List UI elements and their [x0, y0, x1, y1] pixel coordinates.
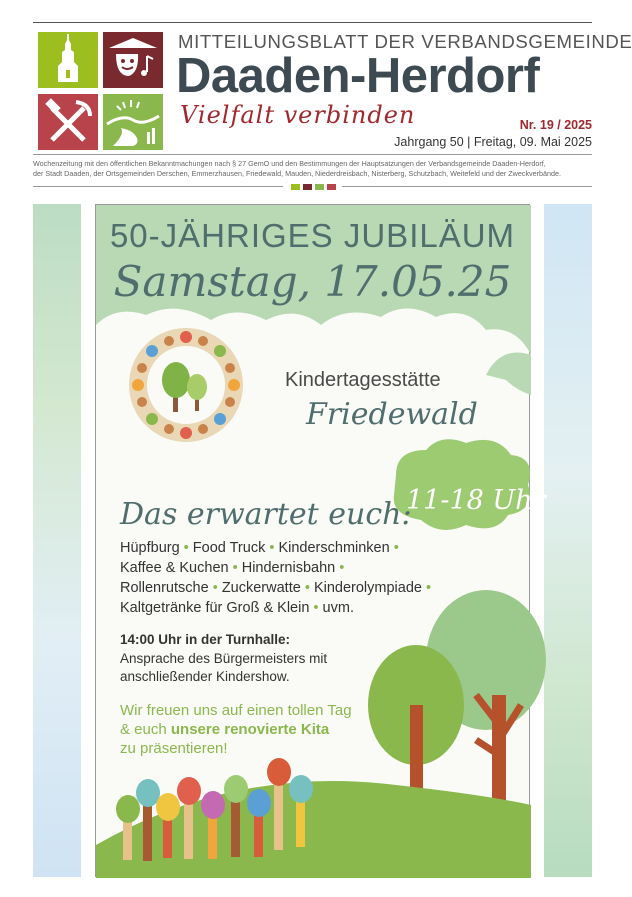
event-poster: [95, 204, 546, 877]
kita-name: Friedewald: [306, 397, 478, 432]
poster-date: Samstag, 17.05.25: [113, 257, 512, 306]
program-line-2: anschließender Kindershow.: [120, 669, 290, 684]
activity-item: Kinderschminken: [278, 540, 390, 556]
activity-line: [120, 560, 344, 576]
activity-item: uvm.: [322, 600, 354, 616]
swatch-rule-right: [342, 186, 592, 187]
program-heading: 14:00 Uhr in der Turnhalle:: [120, 632, 291, 647]
program-line-1: Ansprache des Bürgermeisters mit: [120, 651, 328, 666]
bullet-dot: •: [421, 580, 432, 596]
closing-line-2-prefix: & euch: [120, 721, 171, 738]
bullet-dot: •: [335, 560, 345, 576]
municipality-logo: [33, 30, 163, 150]
children-circle-icon: [132, 331, 240, 439]
header-kicker: MITTEILUNGSBLATT DER VERBANDSGEMEINDE: [178, 31, 632, 52]
landscape-river-icon: [103, 94, 163, 150]
hammer-pick-icon: [38, 94, 98, 150]
color-swatch: [303, 184, 312, 190]
issue-dateline: Jahrgang 50 | Freitag, 09. Mai 2025: [394, 135, 592, 149]
color-swatch: [291, 184, 300, 190]
bullet-dot: •: [265, 540, 279, 556]
expect-heading: Das erwartet euch:: [120, 497, 412, 532]
bullet-dot: •: [179, 540, 193, 556]
poster-title: 50-JÄHRIGES JUBILÄUM: [109, 217, 516, 254]
activity-line: [120, 540, 399, 556]
church-icon: [38, 32, 98, 88]
color-swatch: [327, 184, 336, 190]
bullet-dot: •: [309, 600, 323, 616]
activity-item: Kaltgetränke für Groß & Klein: [120, 600, 310, 616]
closing-line-3: zu präsentieren!: [120, 740, 228, 757]
masthead-title: Daaden-Herdorf: [176, 49, 540, 103]
closing-line-2: [120, 721, 329, 738]
activity-item: Zuckerwatte: [221, 580, 301, 596]
theater-masks-icon: [103, 32, 163, 88]
description-line-2: der Stadt Daaden, der Ortsgemeinden Derschen, Emmerzhausen, Friedewald, Mauden, Niederdreisbach, Nisterberg, Schutzbach, Weitefeld und der Zweckverbände.: [33, 169, 562, 178]
masthead-motto: Vielfalt verbinden: [180, 101, 416, 129]
bullet-dot: •: [208, 580, 222, 596]
closing-line-1: Wir freuen uns auf einen tollen Tag: [120, 702, 352, 719]
header-top-rule: [33, 22, 592, 23]
activity-item: Hüpfburg: [120, 540, 180, 556]
bullet-dot: •: [228, 560, 242, 576]
issue-number: Nr. 19 / 2025: [519, 118, 592, 132]
event-time: 11-18 Uhr: [406, 485, 546, 516]
description-line-1: Wochenzeitung mit den öffentlichen Bekanntmachungen nach § 27 GemO und den Bestimmungen der Hauptsatzungen der Verbandsgemeinde Daaden-Herdorf,: [33, 159, 546, 168]
right-decor-column: [544, 204, 592, 877]
kita-label: Kindertagesstätte: [285, 369, 441, 391]
header-divider: [33, 154, 592, 155]
activity-line: [120, 580, 431, 596]
closing-line-2-bold: unsere renovierte Kita: [170, 721, 330, 738]
activity-line: [120, 600, 354, 616]
activity-item: Kaffee & Kuchen: [120, 560, 229, 576]
bullet-dot: •: [300, 580, 314, 596]
left-decor-column: [33, 204, 81, 877]
activity-item: Rollenrutsche: [120, 580, 209, 596]
color-swatch: [315, 184, 324, 190]
activity-item: Kinderolympiade: [313, 580, 422, 596]
swatch-rule-left: [33, 186, 283, 187]
bullet-dot: •: [389, 540, 399, 556]
activity-item: Food Truck: [192, 540, 266, 556]
activity-item: Hindernisbahn: [241, 560, 336, 576]
